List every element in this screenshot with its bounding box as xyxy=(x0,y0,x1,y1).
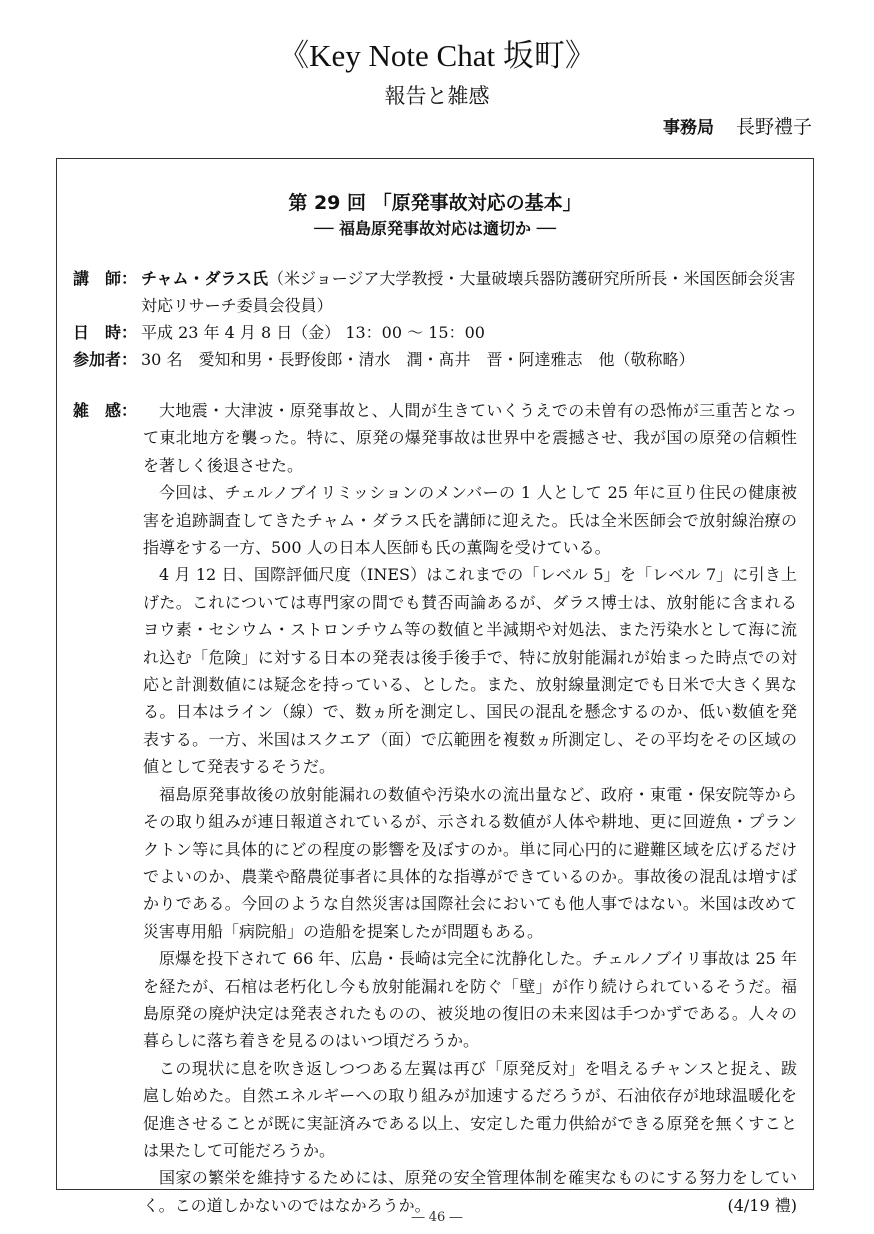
participants-value: 30 名 愛知和男・長野俊郎・清水 潤・髙井 晋・阿達雅志 他（敬称略） xyxy=(141,350,695,369)
essay-paragraph: この現状に息を吹き返しつつある左翼は再び「原発反対」を唱えるチャンスと捉え、跋扈し始めた。自然エネルギーへの取り組みが加速するだろうが、石油依存が地球温暖化を促進させることが既に実証済みである以上、安定した電力供給ができる原発を無くすことは果たして可能だろうか。 xyxy=(143,1058,797,1160)
lecturer-label: 講 師： xyxy=(73,269,138,288)
essay-body xyxy=(143,397,797,1219)
participants-label: 参加者： xyxy=(73,350,138,369)
report-box xyxy=(56,158,814,1215)
page-number: ― 46 ― xyxy=(411,1210,463,1225)
lecturer-row xyxy=(73,265,799,319)
essay-paragraph: 原爆を投下されて 66 年、広島・長崎は完全に沈静化した。チェルノブイリ事故は 25 年を経たが、石棺は老朽化し今も放射能漏れを防ぐ「壁」が作り続けられているそうだ。福島原発の廃炉決定は発表されたものの、被災地の復旧の未来図は手つかずである。人々の暮らしに落ち着きを見るのはいつ頃だろうか。 xyxy=(143,949,797,1051)
author-dept: 事務局 xyxy=(662,118,714,138)
lecturer-desc: （米ジョージア大学教授・大量破壊兵器防護研究所所長・米国医師会災害対応リサーチ委員会役員） xyxy=(141,269,796,315)
essay-last-text: 国家の繁栄を維持するためには、原発の安全管理体制を確実なものにする努力をしていく。この道しかないのではなかろうか。 xyxy=(143,1168,797,1215)
essay-paragraph: 今回は、チェルノブイリミッションのメンバーの 1 人として 25 年に亘り住民の健康被害を追跡調査してきたチャム・ダラス氏を講師に迎えた。氏は全米医師会で放射線治療の指導をする一方、500 人の日本人医師も氏の薫陶を受けている。 xyxy=(143,483,797,558)
essay-paragraph: 大地震・大津波・原発事故と、人間が生きていくうえでの未曽有の恐怖が三重苦となって東北地方を襲った。特に、原発の爆発事故は世界中を震撼させ、我が国の原発の信頼性を著しく後退させた。 xyxy=(143,401,797,475)
essay-label: 雑 感： xyxy=(73,401,138,420)
participants-row xyxy=(73,346,799,373)
author-name: 長野禮子 xyxy=(735,116,812,138)
signature: (4/19 禮) xyxy=(727,1195,797,1215)
essay-paragraph: 福島原発事故後の放射能漏れの数値や汚染水の流出量など、政府・東電・保安院等からその取り組みが連日報道されているが、示される数値が人体や耕地、更に回遊魚・プランクトン等に具体的にどの程度の影響を及ぼすのか。単に同心円的に避難区域を広げるだけでよいのか、農業や酪農従事者に具体的な指導ができているのか。事故後の混乱は増すばかりである。今回のような自然災害は国際社会においても他人事ではない。米国は改めて災害専用船「病院船」の造船を提案したが問題もある。 xyxy=(143,784,797,941)
author-line xyxy=(663,113,812,142)
date-row xyxy=(73,319,799,346)
page-title: 《Key Note Chat 坂町》 xyxy=(278,38,596,73)
session-subtitle: ── 福島原発事故対応は適切か ── xyxy=(314,219,556,238)
page-subtitle: 報告と雑感 xyxy=(384,84,490,108)
lecturer-name: チャム・ダラス氏 xyxy=(141,269,269,288)
date-value: 平成 23 年 4 月 8 日（金） 13：00 ～ 15：00 xyxy=(141,323,485,342)
session-title: 第 29 回 「原発事故対応の基本」 xyxy=(288,192,582,214)
date-label: 日 時： xyxy=(73,323,138,342)
lecturer-value xyxy=(141,265,799,319)
essay-paragraph: 4 月 12 日、国際評価尺度（INES）はこれまでの「レベル 5」を「レベル 7」に引き上げた。これについては専門家の間でも賛否両論あるが、ダラス博士は、放射能に含まれるヨウ素・セシウム・ストロンチウム等の数値と半減期や対処法、また汚染水として海に流れ込む「危険」に対する日本の発表は後手後手で、特に放射能漏れが始まった時点での対応と計測数値には疑念を持っている、とした。また、放射線量測定でも日米で大きく異なる。日本はライン（線）で、数ヵ所を測定し、国民の混乱を懸念するのか、低い数値を発表する。一方、米国はスクエア（面）で広範囲を複数ヵ所測定し、その平均をその区域の値として発表するそうだ。 xyxy=(143,565,797,777)
